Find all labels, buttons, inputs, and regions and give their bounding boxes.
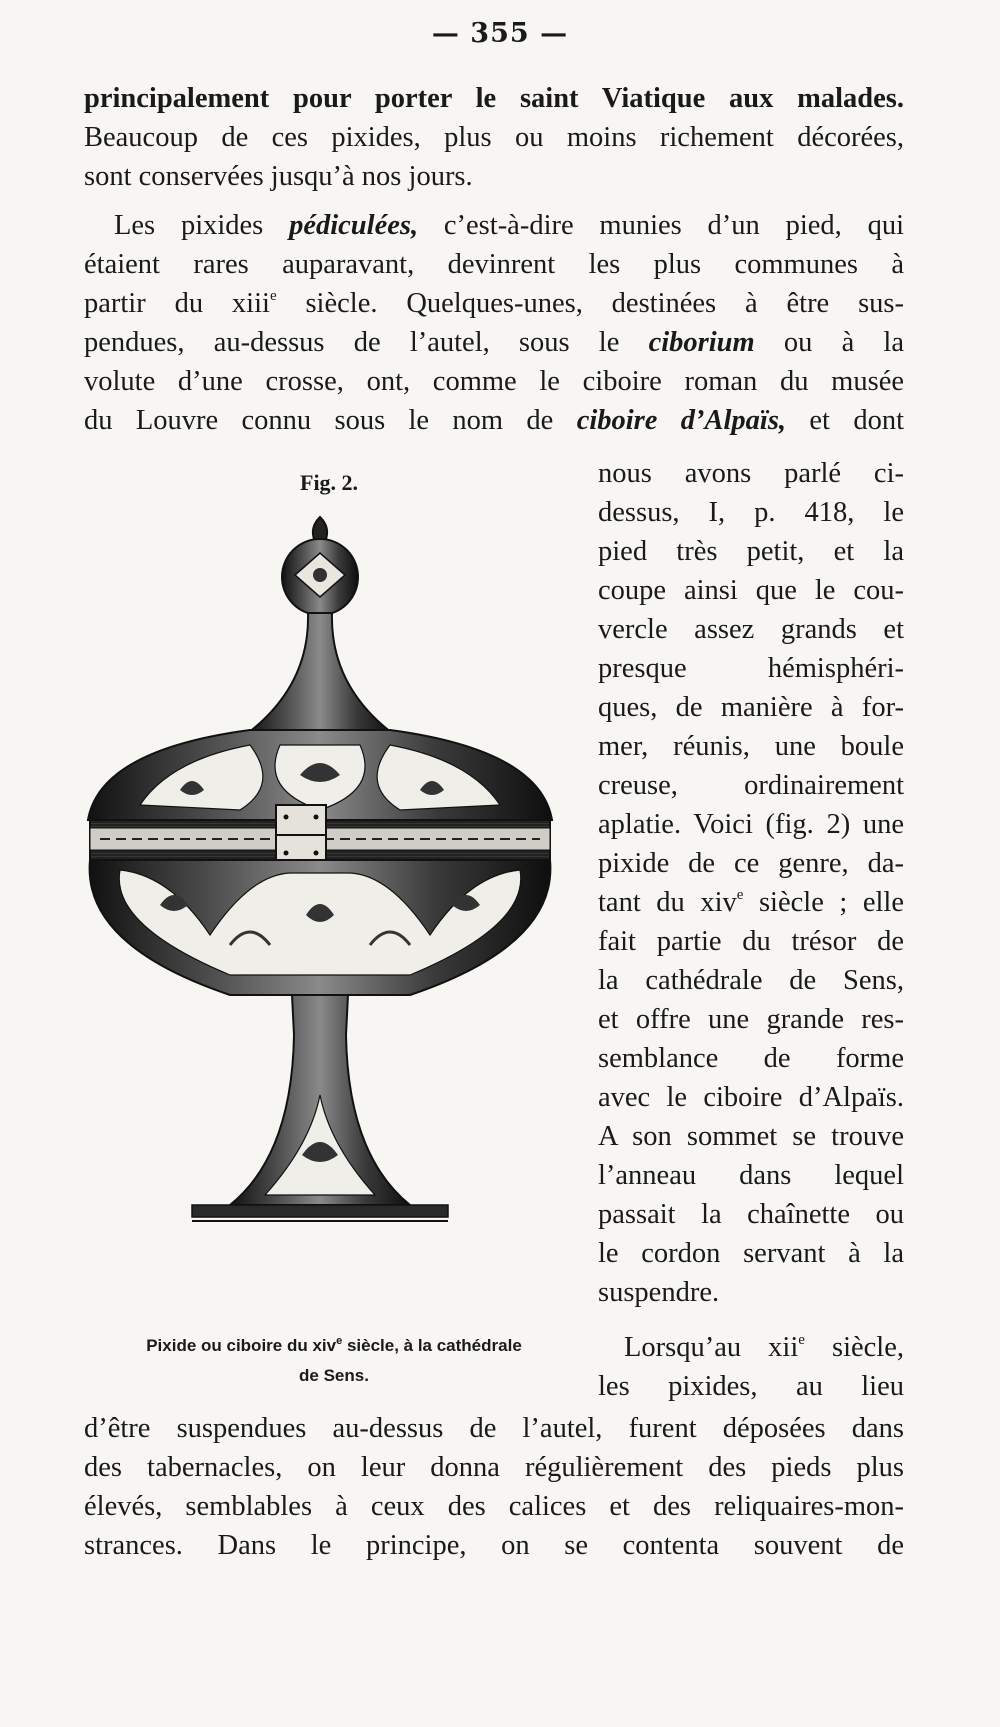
- text-line: ques, de manière à for-: [598, 692, 904, 723]
- superscript: e: [336, 1335, 343, 1347]
- text-line: avec le ciboire d’Alpaïs.: [598, 1082, 904, 1113]
- text-line: [84, 402, 904, 440]
- text-run: partir du xiii: [84, 288, 270, 319]
- superscript: e: [269, 288, 277, 304]
- bowl: [90, 860, 551, 995]
- figure-label: Fig. 2.: [300, 470, 359, 495]
- stem: [230, 995, 410, 1205]
- text-line: [84, 207, 904, 245]
- superscript: e: [798, 1332, 805, 1348]
- knob-ball: [282, 539, 358, 615]
- text-line: [598, 884, 904, 922]
- text-run: siècle. Quelques-unes, destinées à être sus-: [276, 288, 904, 319]
- text-line: sont conservées jusqu’à nos jours.: [84, 161, 473, 192]
- text-line: strances. Dans le principe, on se contenta souvent de: [84, 1530, 904, 1561]
- text-line: coupe ainsi que le cou-: [598, 575, 904, 606]
- text-line: des tabernacles, on leur donna régulièrement des pieds plus: [84, 1452, 904, 1483]
- text-line: nous avons parlé ci-: [598, 458, 904, 489]
- text-line: [84, 324, 904, 362]
- text-line: A son sommet se trouve: [598, 1121, 904, 1152]
- text-line: presque hémisphéri-: [598, 653, 904, 684]
- italic-term: ciborium: [648, 327, 755, 358]
- text-run: c’est-à-dire munies d’un pied, qui: [418, 210, 904, 241]
- text-line: la cathédrale de Sens,: [598, 965, 904, 996]
- text-line: principalement pour porter le saint Viatique aux malades.: [84, 83, 904, 114]
- text-line: vercle assez grands et: [598, 614, 904, 645]
- text-run: pendues, au-dessus de l’autel, sous le: [84, 327, 649, 358]
- text-line: étaient rares auparavant, devinrent les plus communes à: [84, 249, 904, 280]
- text-line: dessus, I, p. 418, le: [598, 497, 904, 528]
- text-run: Lorsqu’au xii: [624, 1332, 799, 1363]
- text-line: suspendre.: [598, 1277, 720, 1308]
- text-line: le cordon servant à la: [598, 1238, 904, 1269]
- ciborium-illustration: [80, 505, 590, 1330]
- text-line: et offre une grande res-: [598, 1004, 904, 1035]
- lid-spire: [248, 613, 392, 733]
- text-line: semblance de forme: [598, 1043, 904, 1074]
- page-number: — 355 —: [431, 18, 569, 49]
- superscript: e: [736, 887, 744, 903]
- italic-term: pédiculées,: [289, 210, 419, 241]
- base: [192, 1205, 448, 1221]
- text-line: [598, 1329, 904, 1367]
- text-run: siècle,: [804, 1332, 904, 1363]
- text-run: ou à la: [754, 327, 904, 358]
- text-line: élevés, semblables à ceux des calices et des reliquaires-mon-: [84, 1491, 904, 1522]
- italic-term: ciboire d’Alpaïs,: [576, 405, 787, 436]
- text-line: aplatie. Voici (fig. 2) une: [598, 809, 904, 840]
- text-line: volute d’une crosse, ont, comme le ciboire roman du musée: [84, 366, 904, 397]
- text-line: creuse, ordinairement: [598, 770, 904, 801]
- text-line: mer, réunis, une boule: [598, 731, 904, 762]
- text-run: Les pixides: [114, 210, 290, 241]
- text-run: siècle ; elle: [743, 887, 904, 918]
- caption-text: de Sens.: [299, 1366, 369, 1385]
- text-line: fait partie du trésor de: [598, 926, 904, 957]
- text-run: et dont: [786, 405, 904, 436]
- text-line: [84, 285, 904, 323]
- text-line: pixide de ce genre, da-: [598, 848, 904, 879]
- text-line: l’anneau dans lequel: [598, 1160, 904, 1191]
- caption-text: Pixide ou ciboire du xiv: [146, 1336, 337, 1355]
- text-line: pied très petit, et la: [598, 536, 904, 567]
- finial-ring: [313, 517, 327, 539]
- text-line: d’être suspendues au-dessus de l’autel, furent déposées dans: [84, 1413, 904, 1444]
- text-line: passait la chaînette ou: [598, 1199, 904, 1230]
- text-line: Beaucoup de ces pixides, plus ou moins richement décorées,: [84, 122, 904, 153]
- caption-text: siècle, à la cathédrale: [342, 1336, 522, 1355]
- text-run: du Louvre connu sous le nom de: [84, 405, 577, 436]
- text-run: tant du xiv: [598, 887, 737, 918]
- figure-caption: [82, 1331, 586, 1391]
- text-line: les pixides, au lieu: [598, 1371, 904, 1402]
